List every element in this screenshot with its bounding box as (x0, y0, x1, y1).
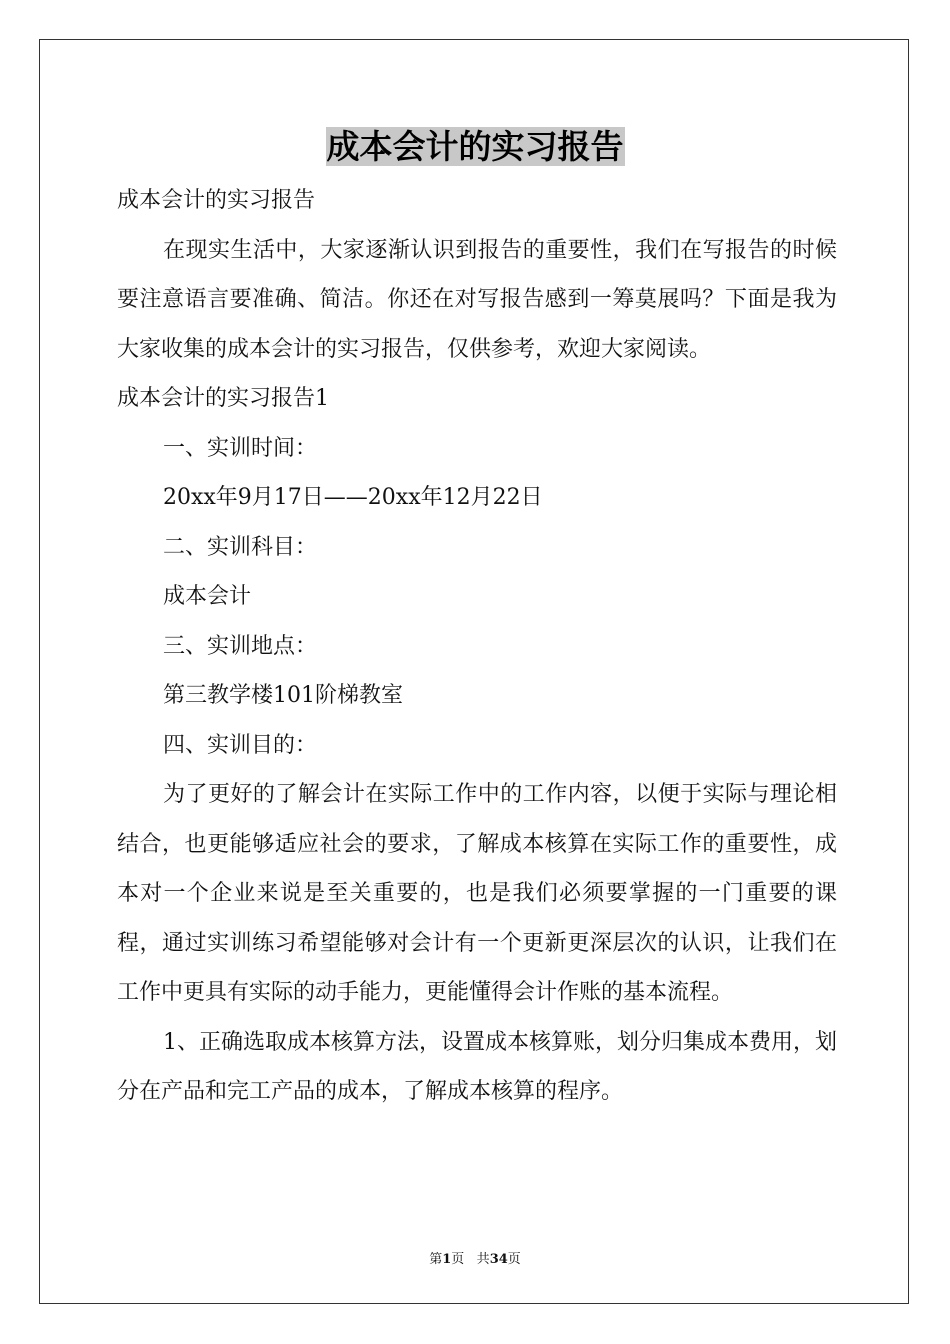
page-prefix: 第 (429, 1252, 443, 1267)
title-text: 成本会计的实习报告 (326, 127, 624, 166)
paragraph-11: 1、正确选取成本核算方法，设置成本核算账，划分归集成本费用，划分在产品和完工产品的成本，了解成本核算的程序。 (117, 1029, 837, 1104)
total-prefix: 共 (476, 1252, 490, 1267)
total-suffix: 页 (507, 1252, 521, 1267)
paragraph-3: 一、实训时间： (163, 435, 318, 461)
page-footer (0, 1248, 950, 1267)
document-title (0, 124, 950, 170)
page-suffix: 页 (451, 1252, 465, 1267)
paragraph-6: 成本会计 (163, 584, 252, 609)
paragraph-9: 四、实训目的： (163, 732, 318, 758)
paragraph-2: 成本会计的实习报告1 (117, 386, 329, 411)
paragraph-10: 为了更好的了解会计在实际工作中的工作内容，以便于实际与理论相结合，也更能够适应社会的要求，了解成本核算在实际工作的重要性，成本对一个企业来说是至关重要的，也是我们必须要掌握的一门重要的课程，通过实训练习希望能够对会计有一个更新更深层次的认识，让我们在工作中更具有实际的动手能力，更能懂得会计作账的基本流程。 (117, 782, 837, 1005)
page-current: 1 (442, 1252, 452, 1267)
paragraph-4: 20xx年9月17日——20xx年12月22日 (163, 485, 543, 510)
paragraph-5: 二、实训科目： (163, 534, 318, 560)
paragraph-1: 在现实生活中，大家逐渐认识到报告的重要性，我们在写报告的时候要注意语言要准确、简洁。你还在对写报告感到一筹莫展吗？下面是我为大家收集的成本会计的实习报告，仅供参考，欢迎大家阅读。 (117, 237, 837, 362)
document-body (117, 176, 837, 1117)
paragraph-7: 三、实训地点： (163, 633, 318, 659)
page-total: 34 (489, 1252, 508, 1267)
paragraph-0: 成本会计的实习报告 (117, 188, 316, 213)
paragraph-8: 第三教学楼101阶梯教室 (163, 683, 403, 708)
